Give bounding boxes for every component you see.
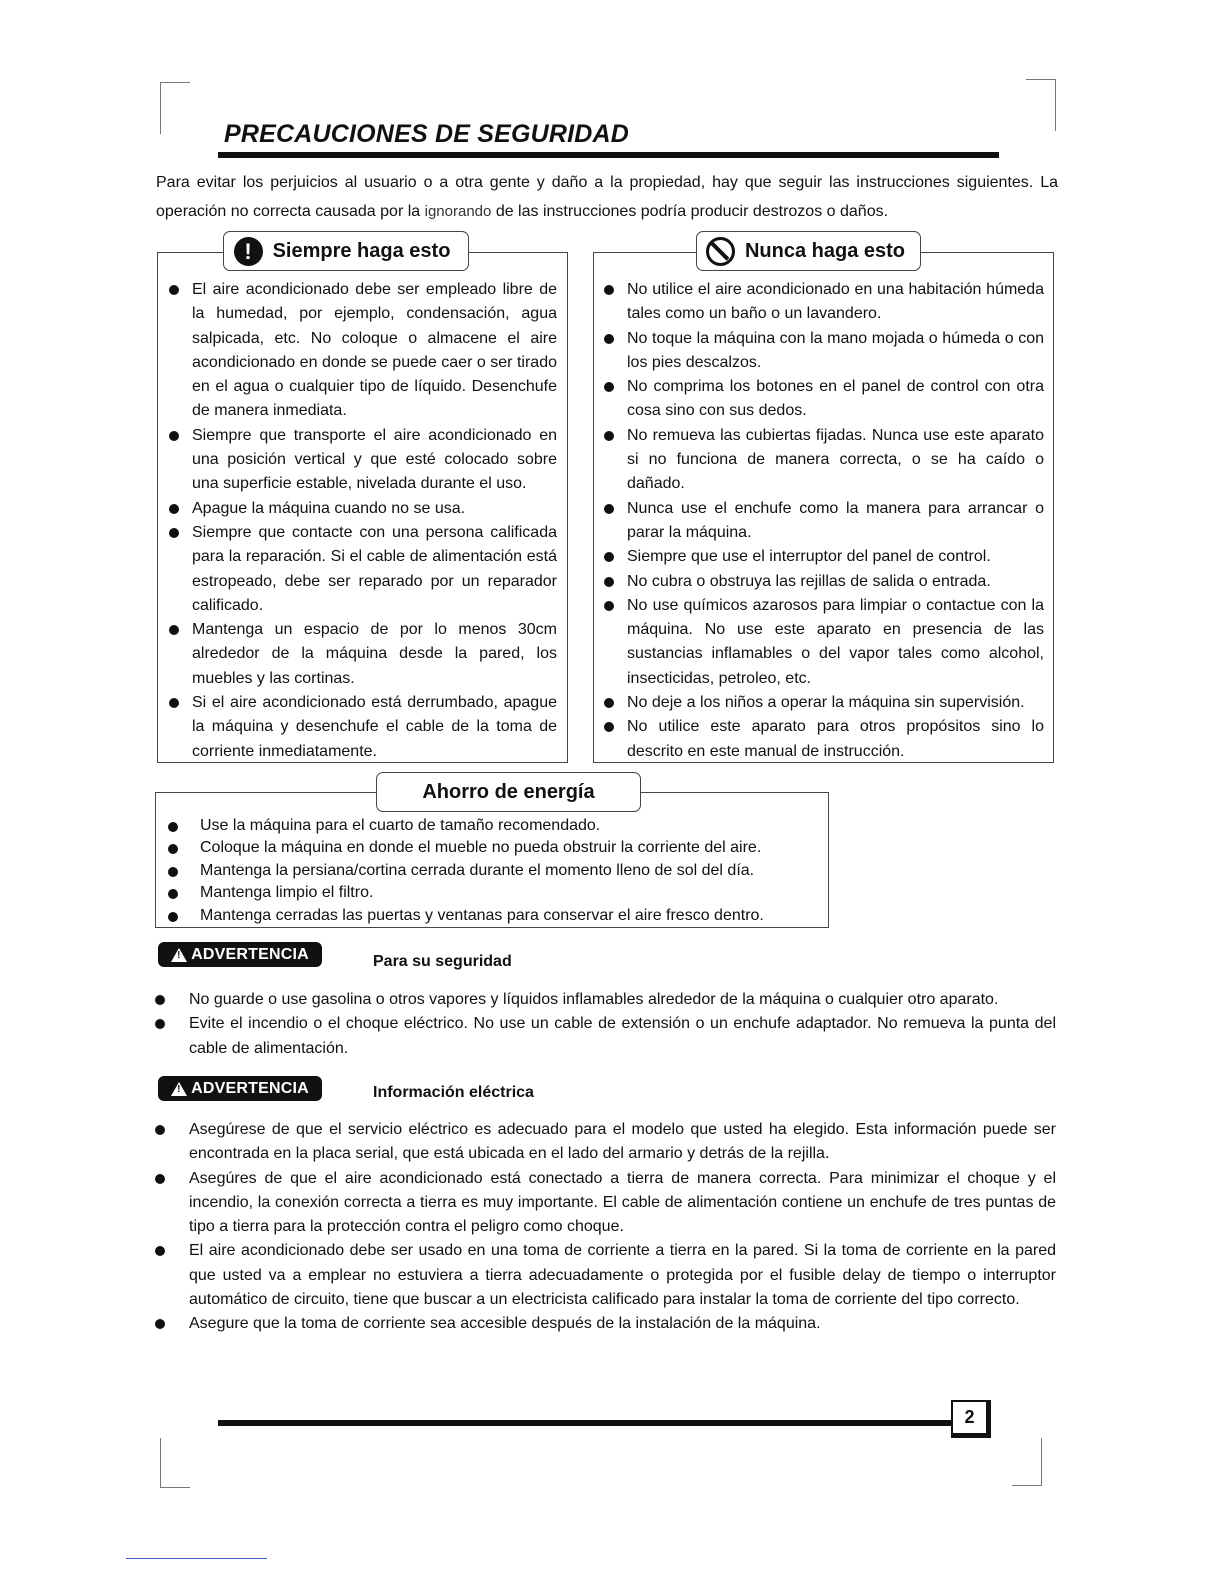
warning-badge-text: ADVERTENCIA bbox=[191, 945, 309, 963]
prohibited-icon bbox=[706, 237, 735, 266]
list-item: Mantenga limpio el filtro. bbox=[163, 882, 823, 904]
list-item: El aire acondicionado debe ser empleado libre de la humedad, por ejemplo, condensación, agua salpicada, etc. No coloque o almacene el aire acondicionado en donde se puede caer o ser tirado en el agua o cualquier tipo de líquido. Desenchufe de manera inmediata. bbox=[163, 278, 557, 424]
footnote-line bbox=[126, 1558, 267, 1559]
never-heading-tab bbox=[696, 231, 921, 271]
list-item: No use químicos azarosos para limpiar o contactue con la máquina. No use este aparato en presencia de las sustancias inflamables o del vapor tales como alcohol, insecticidas, petroleo, etc. bbox=[598, 594, 1044, 691]
list-item: No comprima los botones en el panel de control con otra cosa sino con sus dedos. bbox=[598, 375, 1044, 424]
list-item: Nunca use el enchufe como la manera para arrancar o parar la máquina. bbox=[598, 497, 1044, 546]
intro-paragraph bbox=[156, 168, 1058, 226]
list-item: No utilice el aire acondicionado en una habitación húmeda tales como un baño o un lavandero. bbox=[598, 278, 1044, 327]
list-item: No toque la máquina con la mano mojada o húmeda o con los pies descalzos. bbox=[598, 327, 1044, 376]
never-list bbox=[598, 278, 1044, 764]
corner-mark-bottom-right bbox=[1012, 1438, 1042, 1486]
corner-mark-bottom-left bbox=[160, 1438, 190, 1488]
list-item: Siempre que contacte con una persona calificada para la reparación. Si el cable de alimentación está estropeado, debe ser reparado por un reparador calificado. bbox=[163, 521, 557, 618]
always-heading-tab bbox=[223, 231, 469, 271]
never-heading: Nunca haga esto bbox=[744, 239, 906, 262]
list-item: Asegúrese de que el servicio eléctrico es adecuado para el modelo que usted ha elegido. Esta información puede ser encontrada en la placa serial, que está ubicada en el lado del armario y detrás de la rejilla. bbox=[154, 1118, 1056, 1167]
warning-label-safety: Para su seguridad bbox=[373, 953, 512, 970]
warning-triangle-icon bbox=[171, 1082, 187, 1096]
list-item: No deje a los niños a operar la máquina sin supervisión. bbox=[598, 691, 1044, 715]
warning-label-electric: Información eléctrica bbox=[373, 1084, 534, 1101]
warning-badge-electric bbox=[158, 1076, 322, 1101]
exclamation-icon: ! bbox=[234, 237, 263, 266]
list-item: No remueva las cubiertas fijadas. Nunca use este aparato si no funciona de manera correcta, o se ha caído o dañado. bbox=[598, 424, 1044, 497]
corner-mark-top-left bbox=[160, 82, 190, 134]
energy-heading: Ahorro de energía bbox=[422, 780, 595, 803]
always-heading: Siempre haga esto bbox=[272, 239, 451, 262]
page-number: 2 bbox=[951, 1400, 991, 1438]
list-item: El aire acondicionado debe ser usado en una toma de corriente a tierra en la pared. Si la toma de corriente en la pared que usted va a emplear no estuviera a tierra adecuadamente o protegida por el fusible delay de tiempo o interruptor automático de circuito, tiene que buscar a un electricista calificado para instalar la toma de corriente del tipo correcto. bbox=[154, 1239, 1056, 1312]
corner-mark-top-right bbox=[1026, 79, 1056, 131]
title-rule bbox=[218, 152, 999, 158]
electric-warning-list bbox=[154, 1118, 1056, 1337]
intro-text-after: de las instrucciones podría producir destrozos o daños. bbox=[495, 203, 889, 220]
list-item: No guarde o use gasolina o otros vapores y líquidos inflamables alrededor de la máquina o cualquier otro aparato. bbox=[154, 988, 1056, 1012]
list-item: Mantenga un espacio de por lo menos 30cm alrededor de la máquina desde la pared, los muebles y las cortinas. bbox=[163, 618, 557, 691]
list-item: Use la máquina para el cuarto de tamaño recomendado. bbox=[163, 815, 823, 837]
list-item: No cubra o obstruya las rejillas de salida o entrada. bbox=[598, 570, 1044, 594]
energy-heading-tab bbox=[376, 772, 641, 812]
warning-badge-text: ADVERTENCIA bbox=[191, 1079, 309, 1097]
list-item: Si el aire acondicionado está derrumbado, apague la máquina y desenchufe el cable de la toma de corriente inmediatamente. bbox=[163, 691, 557, 764]
list-item: Mantenga la persiana/cortina cerrada durante el momento lleno de sol del día. bbox=[163, 860, 823, 882]
list-item: Siempre que transporte el aire acondicionado en una posición vertical y que esté colocado sobre una superficie estable, nivelada durante el uso. bbox=[163, 424, 557, 497]
intro-text-before: Para evitar los perjuicios al usuario o a otra gente y daño a la propiedad, hay que seguir las instrucciones siguientes. La operación no correcta causada por la bbox=[156, 174, 1058, 220]
always-list bbox=[163, 278, 557, 764]
footer-rule bbox=[218, 1420, 952, 1426]
safety-warning-list bbox=[154, 988, 1056, 1061]
list-item: Coloque la máquina en donde el mueble no pueda obstruir la corriente del aire. bbox=[163, 837, 823, 859]
list-item: No utilice este aparato para otros propósitos sino lo descrito en este manual de instrucción. bbox=[598, 715, 1044, 764]
warning-badge-safety bbox=[158, 942, 322, 967]
list-item: Siempre que use el interruptor del panel de control. bbox=[598, 545, 1044, 569]
list-item: Evite el incendio o el choque eléctrico. No use un cable de extensión o un enchufe adaptador. No remueva la punta del cable de alimentación. bbox=[154, 1012, 1056, 1061]
list-item: Asegúres de que el aire acondicionado está conectado a tierra de manera correcta. Para minimizar el choque y el incendio, la conexión correcta a tierra es muy importante. El cable de alimentación contiene un enchufe de tres puntas de tipo a tierra para la protección contra el peligro como choque. bbox=[154, 1167, 1056, 1240]
list-item: Asegure que la toma de corriente sea accesible después de la instalación de la máquina. bbox=[154, 1312, 1056, 1336]
list-item: Apague la máquina cuando no se usa. bbox=[163, 497, 557, 521]
intro-text-mid: ignorando bbox=[424, 203, 492, 220]
energy-list bbox=[163, 815, 823, 927]
page-title: PRECAUCIONES DE SEGURIDAD bbox=[224, 120, 630, 148]
warning-triangle-icon bbox=[171, 948, 187, 962]
list-item: Mantenga cerradas las puertas y ventanas para conservar el aire fresco dentro. bbox=[163, 905, 823, 927]
